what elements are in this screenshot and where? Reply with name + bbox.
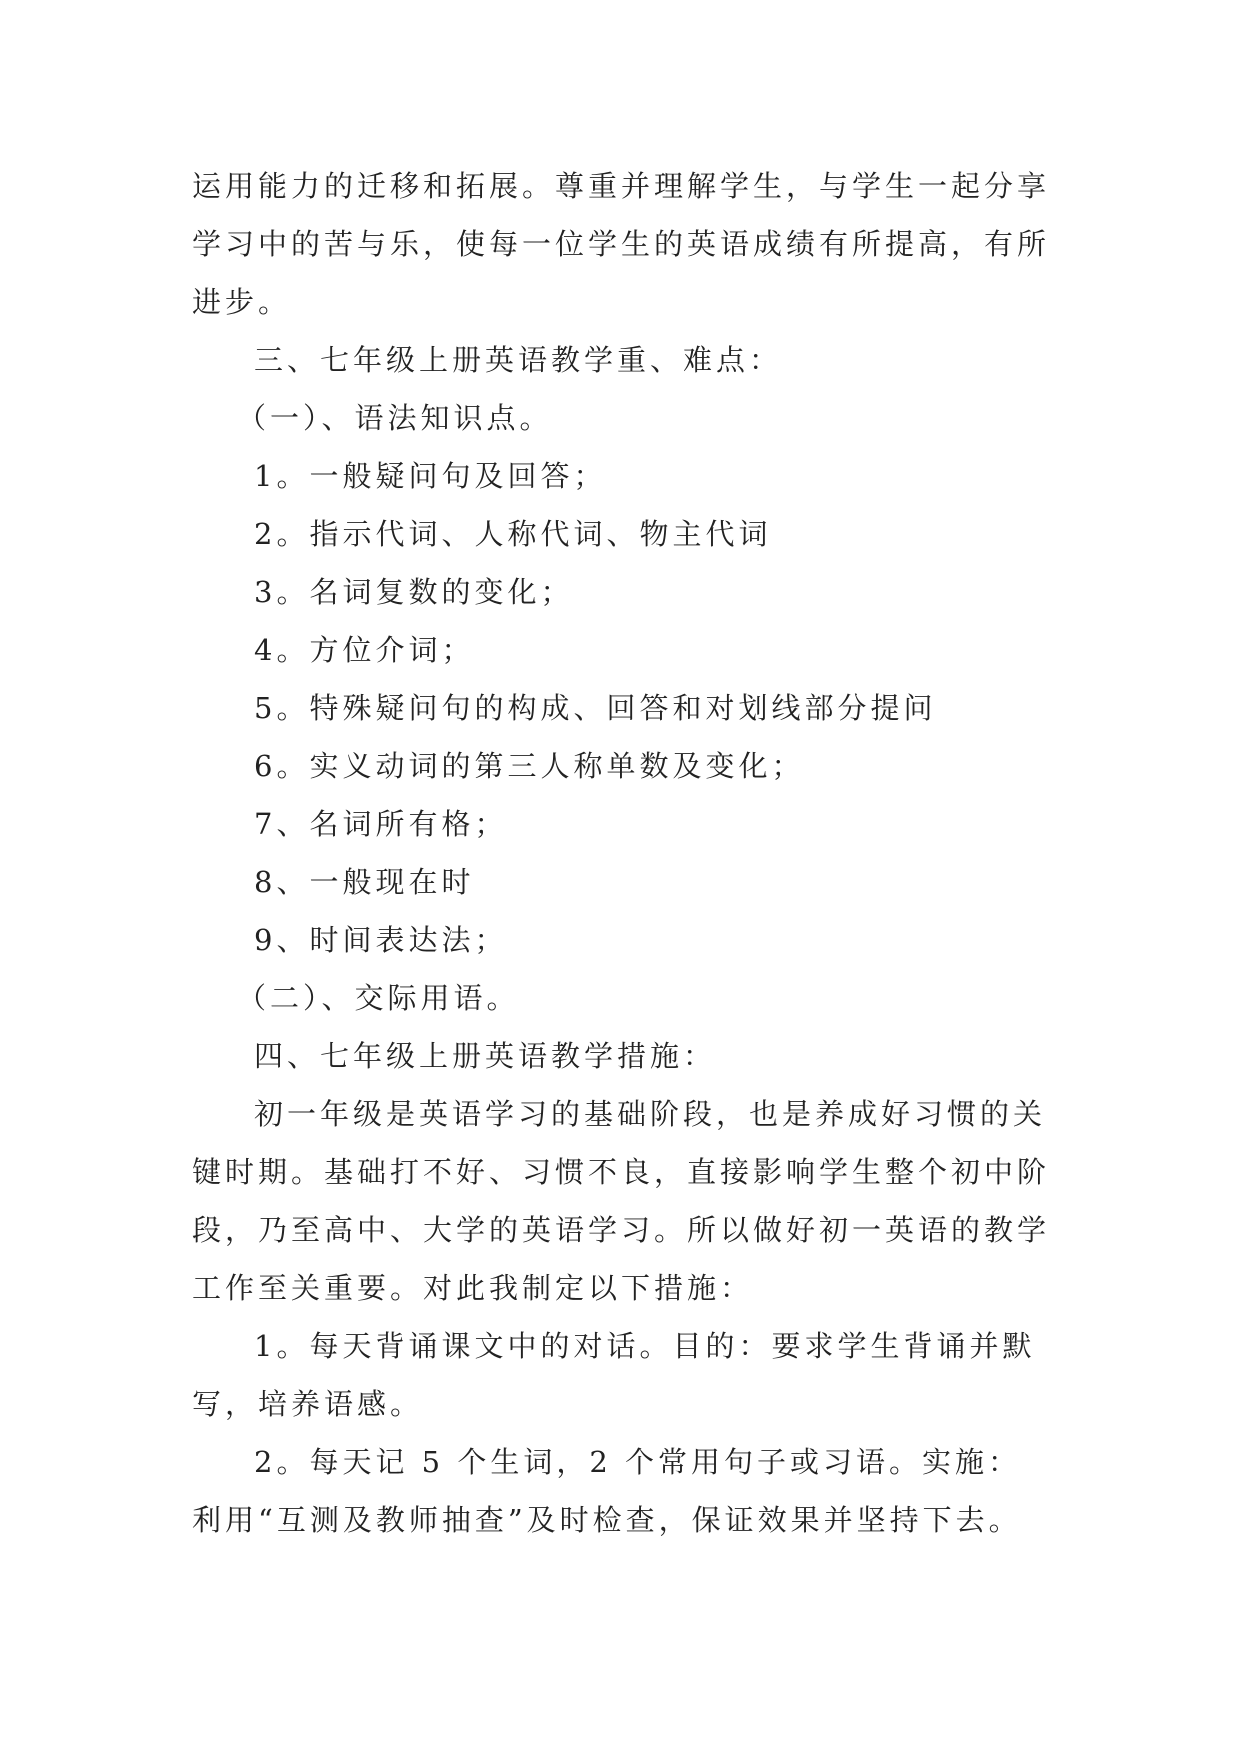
list-item: 4。方位介词；: [254, 633, 475, 667]
list-item: 5。特殊疑问句的构成、回答和对划线部分提问: [254, 691, 937, 725]
paragraph-continuation: 运用能力的迁移和拓展。尊重并理解学生，与学生一起分享学习中的苦与乐，使每一位学生的英语成绩有所提高，有所进步。: [192, 169, 1051, 319]
list-item: 8、一般现在时: [254, 865, 475, 899]
measure-paragraph-2: 2。每天记 5 个生词，2 个常用句子或习语。实施：利用“互测及教师抽查”及时检查，保证效果并坚持下去。: [192, 1445, 1022, 1537]
subsection-heading-1: （一）、语法知识点。: [237, 401, 553, 435]
body-paragraph: 初一年级是英语学习的基础阶段，也是养成好习惯的关键时期。基础打不好、习惯不良，直接影响学生整个初中阶段，乃至高中、大学的英语学习。所以做好初一英语的教学工作至关重要。对此我制定以下措施：: [192, 1097, 1051, 1305]
list-item: 2。指示代词、人称代词、物主代词: [254, 517, 772, 551]
list-item: 7、名词所有格；: [254, 807, 508, 841]
document-body: [192, 157, 1052, 1549]
subsection-heading-2: （二）、交际用语。: [237, 981, 520, 1015]
section-heading-4: 四、七年级上册英语教学措施：: [254, 1039, 717, 1073]
section-heading-3: 三、七年级上册英语教学重、难点：: [254, 343, 783, 377]
list-item: 1。一般疑问句及回答；: [254, 459, 607, 493]
list-item: 3。名词复数的变化；: [254, 575, 574, 609]
measure-paragraph-1: 1。每天背诵课文中的对话。目的：要求学生背诵并默写，培养语感。: [192, 1329, 1036, 1421]
list-item: 9、时间表达法；: [254, 923, 508, 957]
list-item: 6。实义动词的第三人称单数及变化；: [254, 749, 805, 783]
